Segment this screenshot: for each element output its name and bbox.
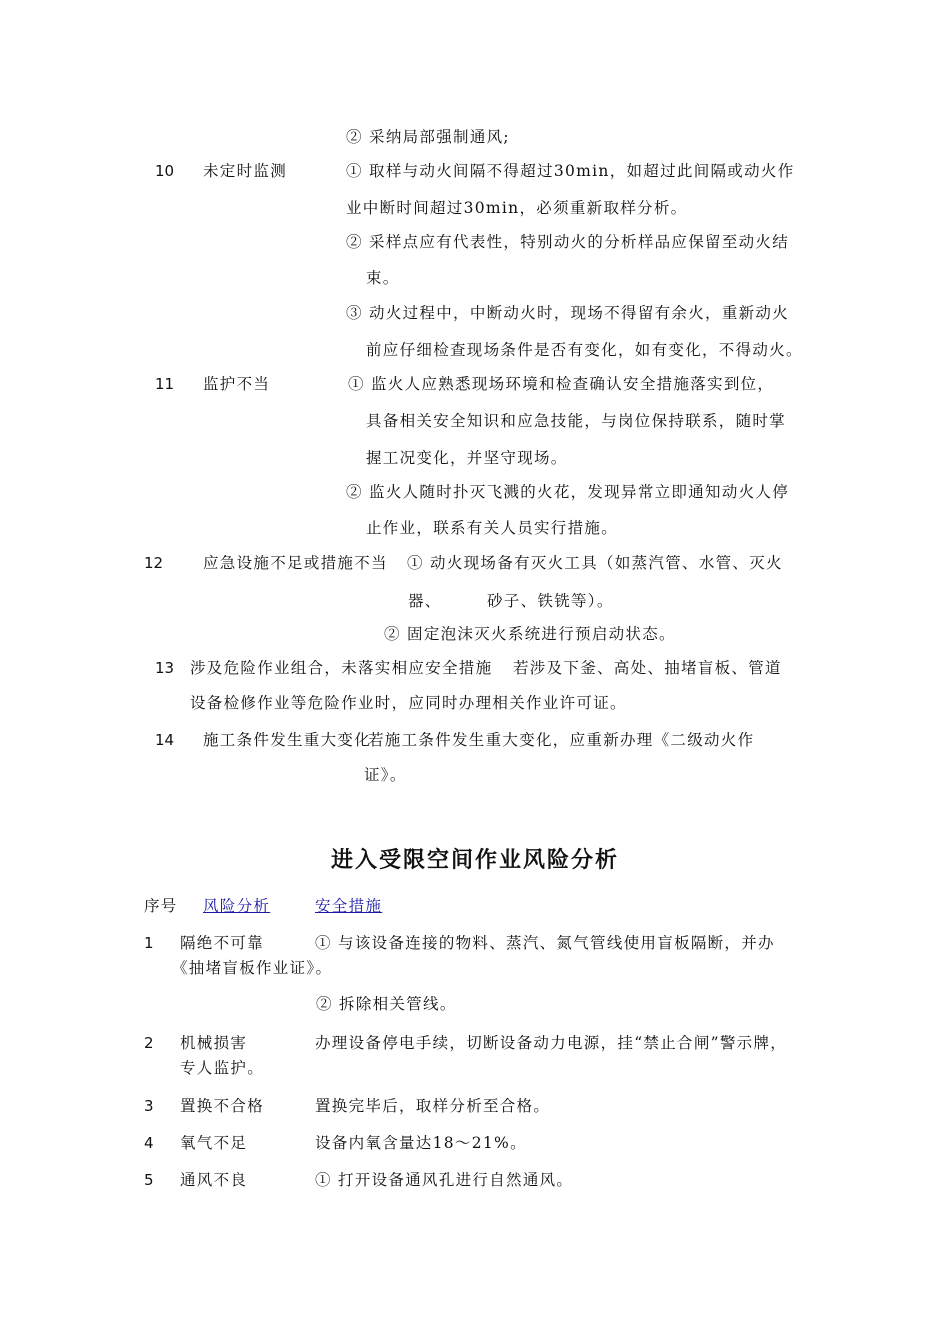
measure-line: 业中断时间超过30min，必须重新取样分析。 <box>346 199 688 217</box>
row-risk: 通风不良 <box>180 1171 248 1189</box>
item-number: 14 <box>155 731 175 749</box>
measure-line: ① 动火现场备有灭火工具（如蒸汽管、水管、灭火 <box>407 554 783 572</box>
risk-label: 涉及危险作业组合，未落实相应安全措施 <box>190 659 493 677</box>
row-number: 4 <box>144 1134 154 1152</box>
risk-label: 未定时监测 <box>203 162 288 180</box>
row-number: 2 <box>144 1034 154 1052</box>
measure-line: ② 采纳局部强制通风; <box>346 128 510 146</box>
row-number: 5 <box>144 1171 154 1189</box>
risk-label: 施工条件发生重大变化 <box>203 731 372 749</box>
risk-label: 监护不当 <box>203 375 271 393</box>
row-measure: ① 打开设备通风孔进行自然通风。 <box>315 1171 574 1189</box>
measure-line: 握工况变化，并坚守现场。 <box>366 449 568 467</box>
measure-line: 具备相关安全知识和应急技能，与岗位保持联系，随时掌 <box>366 412 787 430</box>
row-measure-extra: ② 拆除相关管线。 <box>316 995 457 1013</box>
measure-line: ① 取样与动火间隔不得超过30min，如超过此间隔或动火作 <box>346 162 795 180</box>
measure-line: ② 固定泡沫灭火系统进行预启动状态。 <box>384 625 676 643</box>
measure-line: ② 采样点应有代表性，特别动火的分析样品应保留至动火结 <box>346 233 790 251</box>
risk-label: 应急设施不足或措施不当 <box>203 554 388 572</box>
measure-line: 止作业，联系有关人员实行措施。 <box>366 519 619 537</box>
row-measure: ① 与该设备连接的物料、蒸汽、氮气管线使用盲板隔断，并办 <box>315 934 775 952</box>
row-risk: 置换不合格 <box>180 1097 265 1115</box>
row-risk: 氧气不足 <box>180 1134 248 1152</box>
column-header-risk-link[interactable]: 风险分析 <box>203 897 271 915</box>
measure-line: ② 监火人随时扑灭飞溅的火花，发现异常立即通知动火人停 <box>346 483 790 501</box>
item-number: 11 <box>155 375 175 393</box>
row-number: 1 <box>144 934 154 952</box>
column-header-measure-link[interactable]: 安全措施 <box>315 897 383 915</box>
row-measure-continued: 《抽堵盲板作业证》。 <box>172 959 333 977</box>
measure-line: 束。 <box>366 269 400 287</box>
measure-line: 器、 <box>408 592 442 610</box>
measure-line: 证》。 <box>364 766 407 784</box>
measure-line: 设备检修作业等危险作业时，应同时办理相关作业许可证。 <box>190 694 627 712</box>
row-measure-continued: 专人监护。 <box>180 1059 265 1077</box>
item-number: 12 <box>144 554 164 572</box>
item-number: 13 <box>155 659 175 677</box>
row-measure: 办理设备停电手续，切断设备动力电源，挂“禁止合闸”警示牌， <box>315 1034 788 1052</box>
row-risk: 机械损害 <box>180 1034 248 1052</box>
measure-line: 砂子、铁铣等）。 <box>487 592 614 610</box>
row-measure: 设备内氧含量达18～21%。 <box>315 1134 527 1152</box>
measure-line: 若涉及下釜、高处、抽堵盲板、管道 <box>513 659 782 677</box>
section-title: 进入受限空间作业风险分析 <box>330 848 619 873</box>
item-number: 10 <box>155 162 175 180</box>
measure-line: 前应仔细检查现场条件是否有变化，如有变化，不得动火。 <box>366 341 803 359</box>
measure-line: 若施工条件发生重大变化，应重新办理《二级动火作 <box>368 731 755 749</box>
row-measure: 置换完毕后，取样分析至合格。 <box>315 1097 551 1115</box>
row-risk: 隔绝不可靠 <box>180 934 265 952</box>
measure-line: ③ 动火过程中，中断动火时，现场不得留有余火，重新动火 <box>346 304 790 322</box>
column-header-number: 序号 <box>144 897 178 915</box>
row-number: 3 <box>144 1097 154 1115</box>
measure-line: ① 监火人应熟悉现场环境和检查确认安全措施落实到位， <box>348 375 775 393</box>
